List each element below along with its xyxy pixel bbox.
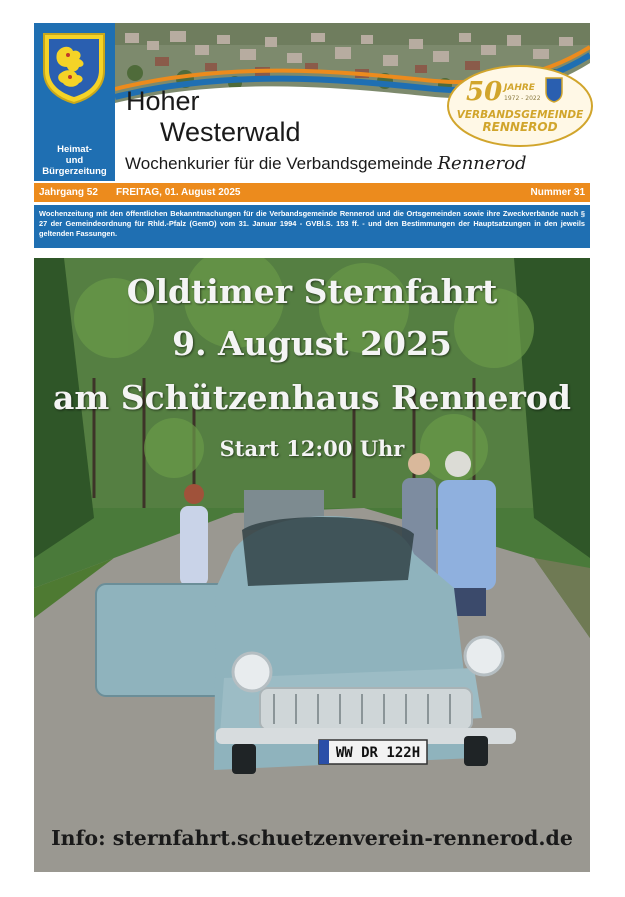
badge-years: 1972 - 2022 <box>504 95 541 102</box>
legal-notice: Wochenzeitung mit den öffentlichen Bekanntmachungen für die Verbandsgemeinde Rennerod und die Ortsgemeinden sowie ihre Zweckverbände nach § 27 der Gemeindeordnung für Rhld.-Pfalz (GemO) vom 31. Januar 1994 - GVBl.S. 153 ff. - und den Bestimmungen der Hauptsatzungen in den jeweils geltenden Fassungen. <box>34 205 590 248</box>
heimat-line3: Bürgerzeitung <box>42 166 107 177</box>
badge-jahre: JAHRE <box>504 83 535 93</box>
issue-date: FREITAG, 01. August 2025 <box>116 187 241 198</box>
cover-headline-line1: Oldtimer Sternfahrt <box>126 272 498 311</box>
cover-headline-line3: am Schützenhaus Rennerod <box>53 378 571 417</box>
heimat-label <box>34 144 115 177</box>
coat-of-arms-icon <box>41 31 107 105</box>
heimat-line2: und <box>65 155 84 166</box>
subtitle-place: Rennerod <box>437 153 527 174</box>
badge-line1: VERBANDSGEMEINDE <box>456 109 584 121</box>
volume-label: Jahrgang 52 <box>39 187 98 198</box>
cover-photo <box>34 258 590 872</box>
badge-line2: RENNEROD <box>482 120 558 134</box>
masthead-title-line2: Westerwald <box>160 117 301 147</box>
license-plate-text: WW DR 122H <box>335 745 421 761</box>
badge-number: 50 <box>466 77 503 107</box>
badge-crest-icon <box>546 78 562 102</box>
subtitle-text: Wochenkurier für die Verbandsgemeinde <box>125 154 438 173</box>
cover-headline-line2: 9. August 2025 <box>172 324 452 363</box>
cover-info-link: Info: sternfahrt.schuetzenverein-rennerod.de <box>51 826 573 850</box>
issue-info-bar <box>34 183 590 202</box>
cover-start-time: Start 12:00 Uhr <box>219 436 405 461</box>
heimat-line1: Heimat- <box>57 144 92 155</box>
masthead-title-line1: Hoher <box>126 86 200 116</box>
masthead-subtitle <box>125 153 527 174</box>
anniversary-badge <box>446 64 594 148</box>
issue-number: Nummer 31 <box>530 187 585 198</box>
